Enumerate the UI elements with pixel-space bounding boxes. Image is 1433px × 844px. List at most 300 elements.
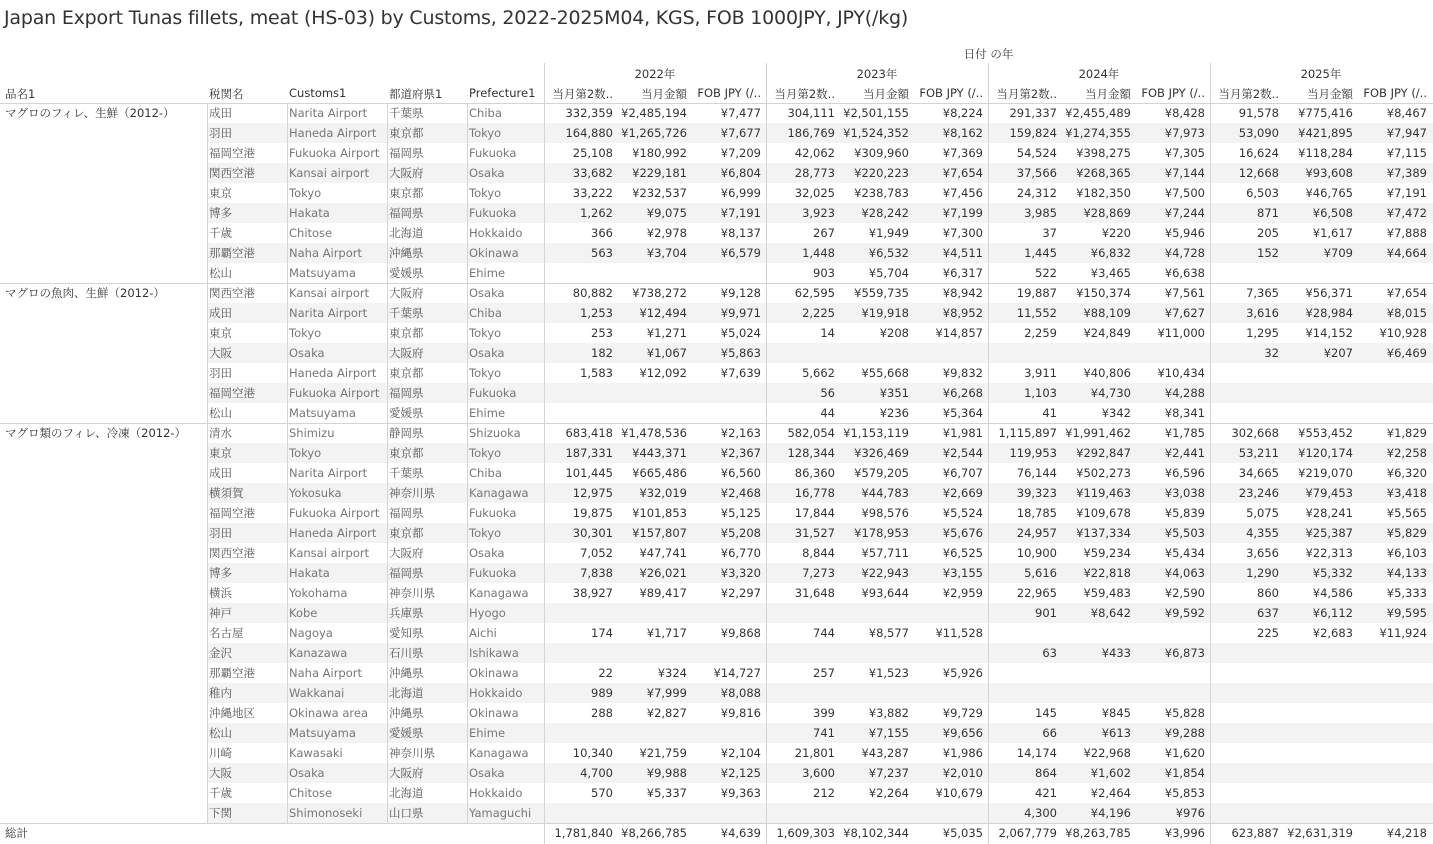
value-cell: [1131, 663, 1205, 683]
value-cell: ¥59,483: [1083, 586, 1131, 600]
product-group-label: マグロ類のフィレ、冷凍（2012-）: [5, 426, 187, 440]
prefecture-en: Hokkaido: [469, 686, 523, 700]
customs-name-en: Yokohama: [289, 586, 348, 600]
value-cell: [1131, 623, 1205, 643]
value-cell: 16,624: [1238, 146, 1279, 160]
value-cell: ¥5,333: [1386, 586, 1427, 600]
value-cell: ¥28,869: [1083, 206, 1131, 220]
value-cell: 31,527: [794, 526, 835, 540]
value-cell: [1279, 683, 1353, 703]
value-cell: ¥3,465: [1090, 266, 1131, 280]
value-cell: [1057, 663, 1131, 683]
value-cell: [687, 383, 761, 403]
prefecture-jp: 東京都: [389, 366, 424, 380]
customs-name-en: Tokyo: [289, 186, 322, 200]
table-row: [0, 403, 1433, 423]
total-value-cell: ¥8,102,344: [843, 826, 909, 840]
value-cell: 3,616: [1246, 306, 1279, 320]
value-cell: ¥6,596: [1164, 466, 1205, 480]
value-cell: ¥7,389: [1386, 166, 1427, 180]
value-cell: 3,985: [1024, 206, 1057, 220]
product-group-label: マグロのフィレ、生鮮（2012-）: [5, 106, 175, 120]
value-cell: ¥28,984: [1305, 306, 1353, 320]
table-row: [0, 243, 1433, 263]
value-cell: [1131, 683, 1205, 703]
customs-office-jp: 那覇空港: [209, 666, 255, 680]
value-cell: ¥28,241: [1305, 506, 1353, 520]
customs-office-jp: 福岡空港: [209, 146, 255, 160]
value-cell: ¥5,125: [720, 506, 761, 520]
value-cell: ¥7,369: [942, 146, 983, 160]
value-cell: [909, 803, 983, 823]
value-cell: [1131, 343, 1205, 363]
prefecture-en: Tokyo: [469, 366, 502, 380]
prefecture-en: Chiba: [469, 466, 502, 480]
value-cell: 30,301: [572, 526, 613, 540]
prefecture-jp: 愛媛県: [389, 406, 424, 420]
table-row: [0, 643, 1433, 663]
customs-office-jp: 大阪: [209, 766, 232, 780]
value-cell: ¥11,924: [1379, 626, 1427, 640]
customs-office-jp: 博多: [209, 206, 232, 220]
value-cell: 1,583: [580, 366, 613, 380]
prefecture-jp: 兵庫県: [389, 606, 424, 620]
customs-name-en: Kansai airport: [289, 286, 370, 300]
value-cell: ¥7,654: [942, 166, 983, 180]
table-row: [0, 523, 1433, 543]
value-cell: ¥8,642: [1090, 606, 1131, 620]
value-cell: ¥8,942: [942, 286, 983, 300]
value-cell: ¥8,952: [942, 306, 983, 320]
value-cell: 1,290: [1246, 566, 1279, 580]
value-cell: ¥32,019: [639, 486, 687, 500]
measure-header: 当月第2数..: [996, 87, 1057, 101]
value-cell: ¥738,272: [632, 286, 687, 300]
value-cell: ¥709: [1323, 246, 1353, 260]
value-cell: [1353, 383, 1427, 403]
value-cell: ¥22,968: [1083, 746, 1131, 760]
value-cell: [613, 643, 687, 663]
value-cell: ¥5,524: [942, 506, 983, 520]
value-cell: ¥220: [1101, 226, 1131, 240]
value-cell: 182: [591, 346, 613, 360]
value-cell: 80,882: [572, 286, 613, 300]
value-cell: 302,668: [1231, 426, 1279, 440]
customs-name-en: Kawasaki: [289, 746, 343, 760]
group-divider: [0, 283, 1433, 284]
value-cell: [1353, 663, 1427, 683]
value-cell: ¥579,205: [854, 466, 909, 480]
office-header: 税関名: [209, 87, 244, 101]
customs-office-jp: 関西空港: [209, 166, 255, 180]
value-cell: ¥2,669: [942, 486, 983, 500]
value-cell: 1,253: [580, 306, 613, 320]
value-cell: 901: [1035, 606, 1057, 620]
product-group-label: マグロの魚肉、生鮮（2012-）: [5, 286, 165, 300]
value-cell: 741: [813, 726, 835, 740]
customs-name-en: Kobe: [289, 606, 318, 620]
value-cell: ¥7,237: [868, 766, 909, 780]
value-cell: [767, 643, 835, 663]
value-cell: ¥2,104: [720, 746, 761, 760]
value-cell: ¥4,288: [1164, 386, 1205, 400]
table-row: [0, 503, 1433, 523]
value-cell: ¥4,728: [1164, 246, 1205, 260]
value-cell: ¥3,320: [720, 566, 761, 580]
value-cell: [1353, 703, 1427, 723]
value-cell: ¥7,639: [720, 366, 761, 380]
value-cell: [1211, 723, 1279, 743]
table-row: [0, 703, 1433, 723]
value-cell: [1279, 703, 1353, 723]
value-cell: [1211, 363, 1279, 383]
value-cell: 14,174: [1016, 746, 1057, 760]
value-cell: 1,448: [802, 246, 835, 260]
value-cell: ¥93,644: [861, 586, 909, 600]
value-cell: ¥7,947: [1386, 126, 1427, 140]
value-cell: 5,075: [1246, 506, 1279, 520]
table-row: [0, 203, 1433, 223]
value-cell: ¥5,434: [1164, 546, 1205, 560]
value-cell: ¥9,595: [1386, 606, 1427, 620]
value-cell: ¥7,191: [1386, 186, 1427, 200]
value-cell: ¥1,067: [646, 346, 687, 360]
prefecture-jp: 石川県: [389, 646, 424, 660]
customs-name-en: Chitose: [289, 226, 333, 240]
value-cell: ¥976: [1175, 806, 1205, 820]
value-cell: ¥6,999: [720, 186, 761, 200]
value-cell: 288: [591, 706, 613, 720]
value-cell: [687, 403, 761, 423]
customs-name-en: Fukuoka Airport: [289, 506, 380, 520]
value-cell: ¥9,075: [646, 206, 687, 220]
prefecture-en: Kanagawa: [469, 746, 529, 760]
value-cell: ¥326,469: [854, 446, 909, 460]
prefecture-en: Fukuoka: [469, 506, 517, 520]
value-cell: ¥6,268: [942, 386, 983, 400]
value-cell: ¥9,988: [646, 766, 687, 780]
value-cell: [1279, 743, 1353, 763]
value-cell: 421: [1035, 786, 1057, 800]
value-cell: ¥553,452: [1298, 426, 1353, 440]
value-cell: 257: [813, 666, 835, 680]
value-cell: ¥5,839: [1164, 506, 1205, 520]
value-cell: ¥118,284: [1298, 146, 1353, 160]
value-cell: [835, 603, 909, 623]
value-cell: 860: [1257, 586, 1279, 600]
prefecture-jp: 大阪府: [389, 766, 424, 780]
value-cell: ¥1,602: [1090, 766, 1131, 780]
value-cell: ¥5,337: [646, 786, 687, 800]
value-cell: ¥6,638: [1164, 266, 1205, 280]
value-cell: ¥5,829: [1386, 526, 1427, 540]
value-cell: ¥2,468: [720, 486, 761, 500]
value-cell: [1279, 663, 1353, 683]
value-cell: [1353, 263, 1427, 283]
year-divider: [544, 63, 545, 844]
value-cell: 8,844: [802, 546, 835, 560]
value-cell: ¥5,364: [942, 406, 983, 420]
value-cell: ¥2,163: [720, 426, 761, 440]
table-row: [0, 443, 1433, 463]
table-row: [0, 123, 1433, 143]
grand-total-row: [0, 823, 1433, 843]
customs-office-jp: 東京: [209, 186, 232, 200]
value-cell: ¥22,818: [1083, 566, 1131, 580]
value-cell: [1279, 263, 1353, 283]
column-divider: [287, 103, 288, 823]
value-cell: ¥6,832: [1090, 246, 1131, 260]
value-cell: ¥6,560: [720, 466, 761, 480]
customs-name-en: Shimizu: [289, 426, 335, 440]
value-cell: ¥26,021: [639, 566, 687, 580]
value-cell: 4,700: [580, 766, 613, 780]
prefecture-en: Yamaguchi: [469, 806, 532, 820]
value-cell: [1057, 683, 1131, 703]
table-row: [0, 303, 1433, 323]
year-divider: [766, 63, 767, 844]
value-cell: [1211, 403, 1279, 423]
total-value-cell: ¥3,996: [1164, 826, 1205, 840]
value-cell: ¥4,730: [1090, 386, 1131, 400]
value-cell: ¥613: [1101, 726, 1131, 740]
customs-name-en: Kansai airport: [289, 546, 370, 560]
customs-office-jp: 松山: [209, 266, 232, 280]
table-row: [0, 543, 1433, 563]
customs-name-en: Osaka: [289, 766, 325, 780]
value-cell: 10,340: [572, 746, 613, 760]
value-cell: 174: [591, 626, 613, 640]
column-divider: [387, 103, 388, 823]
value-cell: ¥2,297: [720, 586, 761, 600]
prefecture-en: Okinawa: [469, 666, 519, 680]
page-title: Japan Export Tunas fillets, meat (HS-03) by Customs, 2022-2025M04, KGS, FOB 1000JPY, JPY(/kg): [4, 7, 909, 29]
table-row: [0, 563, 1433, 583]
value-cell: ¥43,287: [861, 746, 909, 760]
value-cell: [545, 383, 613, 403]
value-cell: ¥4,511: [942, 246, 983, 260]
customs-name-en: Narita Airport: [289, 306, 368, 320]
customs-name-en: Fukuoka Airport: [289, 146, 380, 160]
value-cell: [613, 403, 687, 423]
table-row: [0, 423, 1433, 443]
value-cell: 3,911: [1024, 366, 1057, 380]
value-cell: 253: [591, 326, 613, 340]
prefecture-en: Aichi: [469, 626, 497, 640]
value-cell: ¥1,271: [646, 326, 687, 340]
value-cell: ¥2,464: [1090, 786, 1131, 800]
value-cell: 1,115,897: [998, 426, 1057, 440]
measure-header: 当月金額: [1085, 87, 1131, 101]
value-cell: [545, 643, 613, 663]
table-row: [0, 183, 1433, 203]
customs-name-en: Fukuoka Airport: [289, 386, 380, 400]
prefecture-en: Hokkaido: [469, 786, 523, 800]
value-cell: ¥11,528: [935, 626, 983, 640]
measure-header: FOB JPY (/..: [1363, 86, 1427, 100]
value-cell: ¥665,486: [632, 466, 687, 480]
prefecture-en: Hyogo: [469, 606, 506, 620]
value-cell: ¥5,946: [1164, 226, 1205, 240]
value-cell: 119,953: [1009, 446, 1057, 460]
value-cell: ¥6,508: [1312, 206, 1353, 220]
value-cell: 16,778: [794, 486, 835, 500]
value-cell: [1057, 343, 1131, 363]
value-cell: 1,295: [1246, 326, 1279, 340]
value-cell: [687, 643, 761, 663]
value-cell: ¥5,208: [720, 526, 761, 540]
prefecture-en: Fukuoka: [469, 146, 517, 160]
value-cell: ¥5,926: [942, 666, 983, 680]
value-cell: 6,503: [1246, 186, 1279, 200]
value-cell: ¥4,196: [1090, 806, 1131, 820]
value-cell: ¥1,717: [646, 626, 687, 640]
value-cell: ¥1,991,462: [1065, 426, 1131, 440]
value-cell: ¥8,428: [1164, 106, 1205, 120]
value-cell: ¥101,853: [632, 506, 687, 520]
value-cell: 37,566: [1016, 166, 1057, 180]
value-cell: 31,648: [794, 586, 835, 600]
prefecture-en: Fukuoka: [469, 386, 517, 400]
prefecture-jp: 大阪府: [389, 166, 424, 180]
value-cell: ¥5,565: [1386, 506, 1427, 520]
prefecture-jp: 北海道: [389, 786, 424, 800]
value-cell: ¥4,133: [1386, 566, 1427, 580]
value-cell: ¥10,679: [935, 786, 983, 800]
value-cell: 38,927: [572, 586, 613, 600]
value-cell: ¥120,174: [1298, 446, 1353, 460]
total-value-cell: ¥8,263,785: [1065, 826, 1131, 840]
customs-office-jp: 横浜: [209, 586, 232, 600]
value-cell: [1211, 663, 1279, 683]
value-cell: 12,975: [572, 486, 613, 500]
customs-office-jp: 稚内: [209, 686, 232, 700]
value-cell: ¥443,371: [632, 446, 687, 460]
prefecture-jp: 北海道: [389, 226, 424, 240]
table-row: [0, 743, 1433, 763]
customs-office-jp: 博多: [209, 566, 232, 580]
value-cell: ¥2,258: [1386, 446, 1427, 460]
column-divider: [467, 103, 468, 823]
customs-name-en: Naha Airport: [289, 246, 363, 260]
value-cell: 33,682: [572, 166, 613, 180]
value-cell: ¥207: [1323, 346, 1353, 360]
customs-office-jp: 羽田: [209, 126, 232, 140]
value-cell: ¥208: [879, 326, 909, 340]
value-cell: 21,801: [794, 746, 835, 760]
value-cell: ¥7,144: [1164, 166, 1205, 180]
value-cell: [1057, 623, 1131, 643]
customs-name-en: Haneda Airport: [289, 126, 377, 140]
value-cell: ¥1,617: [1312, 226, 1353, 240]
value-cell: 128,344: [787, 446, 835, 460]
customs-office-jp: 千歳: [209, 786, 232, 800]
customs-office-jp: 清水: [209, 426, 232, 440]
value-cell: 32,025: [794, 186, 835, 200]
value-cell: ¥56,371: [1305, 286, 1353, 300]
prefecture-jp: 沖縄県: [389, 246, 424, 260]
prefecture-jp: 福岡県: [389, 566, 424, 580]
value-cell: 582,054: [787, 426, 835, 440]
value-cell: ¥3,155: [942, 566, 983, 580]
value-cell: ¥10,928: [1379, 326, 1427, 340]
value-cell: ¥7,115: [1386, 146, 1427, 160]
customs-office-jp: 松山: [209, 726, 232, 740]
value-cell: ¥1,829: [1386, 426, 1427, 440]
value-cell: [1279, 643, 1353, 663]
prefecture-jp: 福岡県: [389, 386, 424, 400]
value-cell: [835, 683, 909, 703]
prefecture-en: Osaka: [469, 286, 505, 300]
value-cell: [1279, 783, 1353, 803]
value-cell: ¥6,103: [1386, 546, 1427, 560]
customs-office-jp: 名古屋: [209, 626, 244, 640]
value-cell: ¥9,868: [720, 626, 761, 640]
value-cell: 17,844: [794, 506, 835, 520]
value-cell: ¥6,707: [942, 466, 983, 480]
value-cell: ¥46,765: [1305, 186, 1353, 200]
value-cell: 152: [1257, 246, 1279, 260]
measure-header: 当月金額: [1307, 87, 1353, 101]
value-cell: ¥6,579: [720, 246, 761, 260]
column-divider: [207, 103, 208, 823]
value-cell: [1353, 363, 1427, 383]
value-cell: [687, 803, 761, 823]
value-cell: [545, 723, 613, 743]
value-cell: ¥6,112: [1312, 606, 1353, 620]
value-cell: ¥12,494: [639, 306, 687, 320]
value-cell: ¥6,804: [720, 166, 761, 180]
prefecture-en: Kanagawa: [469, 486, 529, 500]
value-cell: ¥2,010: [942, 766, 983, 780]
value-cell: ¥324: [657, 666, 687, 680]
value-cell: ¥6,320: [1386, 466, 1427, 480]
prefecture-en: Osaka: [469, 766, 505, 780]
prefecture-jp: 福岡県: [389, 146, 424, 160]
value-cell: 145: [1035, 706, 1057, 720]
value-cell: ¥7,209: [720, 146, 761, 160]
value-cell: ¥88,109: [1083, 306, 1131, 320]
value-cell: ¥7,199: [942, 206, 983, 220]
value-cell: ¥5,704: [868, 266, 909, 280]
value-cell: 101,445: [565, 466, 613, 480]
value-cell: ¥1,620: [1164, 746, 1205, 760]
value-cell: ¥9,656: [942, 726, 983, 740]
table-row: [0, 283, 1433, 303]
customs-office-jp: 沖縄地区: [209, 706, 255, 720]
table-row: [0, 383, 1433, 403]
value-cell: [545, 403, 613, 423]
prefecture-en: Osaka: [469, 166, 505, 180]
value-cell: ¥5,828: [1164, 706, 1205, 720]
value-cell: ¥28,242: [861, 206, 909, 220]
prefecture-en: Fukuoka: [469, 206, 517, 220]
value-cell: 903: [813, 266, 835, 280]
prefecture-jp: 愛媛県: [389, 266, 424, 280]
customs-office-jp: 関西空港: [209, 286, 255, 300]
value-cell: ¥7,155: [868, 726, 909, 740]
value-cell: ¥7,477: [720, 106, 761, 120]
value-cell: [1279, 723, 1353, 743]
customs-office-jp: 成田: [209, 106, 232, 120]
value-cell: ¥2,485,194: [621, 106, 687, 120]
value-cell: ¥7,500: [1164, 186, 1205, 200]
value-cell: 563: [591, 246, 613, 260]
table-row: [0, 463, 1433, 483]
value-cell: ¥9,729: [942, 706, 983, 720]
value-cell: 86,360: [794, 466, 835, 480]
value-cell: [1279, 383, 1353, 403]
